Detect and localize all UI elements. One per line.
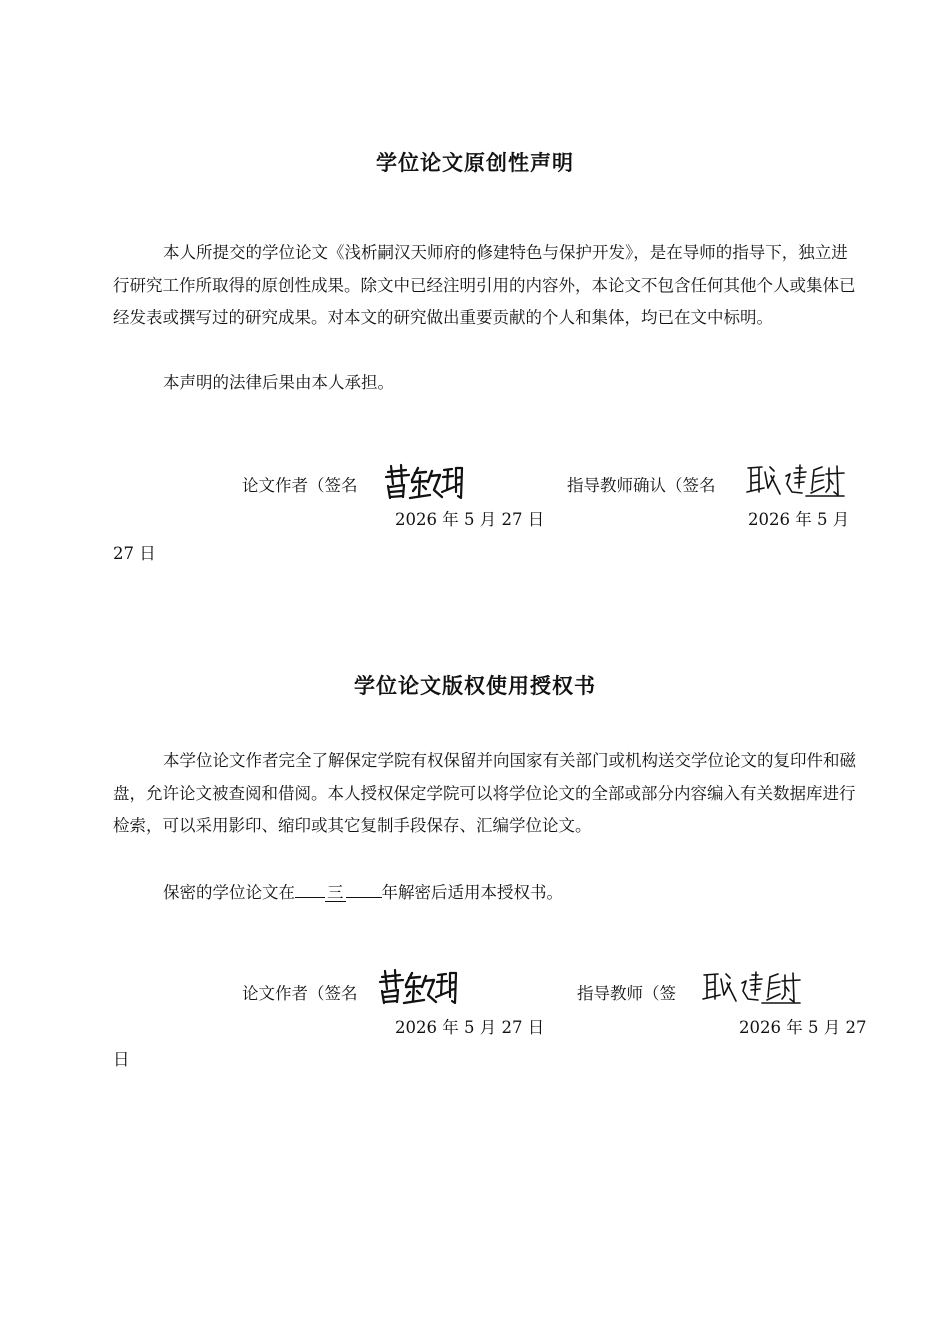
author-signature-2 [376, 967, 458, 1007]
authorization-title: 学位论文版权使用授权书 [354, 674, 596, 698]
declaration-title: 学位论文原创性声明 [376, 151, 574, 175]
declaration-advisor-date-wrap: 27 日 [113, 544, 156, 563]
authorization-advisor-label: 指导教师（签 [577, 984, 676, 1003]
authorization-paragraph-1: 本学位论文作者完全了解保定学院有权保留并向国家有关部门或机构送交学位论文的复印件和磁盘，允许论文被查阅和借阅。本人授权保定学院可以将学位论文的全部或部分内容编入有关数据库进行检索，可以采用影印、缩印或其它复制手段保存、汇编学位论文。 [113, 751, 856, 835]
authorization-author-date: 2026 年 5 月 27 日 [395, 1018, 545, 1037]
author-signature-1 [382, 462, 464, 502]
secrecy-blank-right [346, 897, 382, 898]
advisor-signature-1 [744, 462, 848, 500]
declaration-advisor-label: 指导教师确认（签名 [567, 476, 716, 495]
declaration-author-label: 论文作者（签名 [242, 476, 358, 495]
declaration-paragraph-2: 本声明的法律后果由本人承担。 [163, 373, 394, 392]
secrecy-suffix: 年解密后适用本授权书。 [381, 883, 563, 902]
declaration-paragraph-1: 本人所提交的学位论文《浅析嗣汉天师府的修建特色与保护开发》，是在导师的指导下，独立进行研究工作所取得的原创性成果。除文中已经注明引用的内容外，本论文不包含任何其他个人或集体已经发表或撰写过的研究成果。对本文的研究做出重要贡献的个人和集体，均已在文中标明。 [113, 243, 856, 327]
authorization-advisor-date-wrap: 日 [113, 1050, 130, 1069]
secrecy-blank-left [295, 897, 325, 898]
secrecy-prefix: 保密的学位论文在 [163, 883, 295, 902]
declaration-author-date: 2026 年 5 月 27 日 [395, 510, 545, 529]
advisor-signature-2 [700, 969, 804, 1007]
declaration-advisor-date: 2026 年 5 月 [748, 510, 850, 529]
authorization-secrecy-line [113, 877, 863, 910]
authorization-author-label: 论文作者（签名 [242, 984, 358, 1003]
authorization-advisor-date: 2026 年 5 月 27 [739, 1018, 867, 1037]
secrecy-years: 三 [327, 883, 344, 902]
